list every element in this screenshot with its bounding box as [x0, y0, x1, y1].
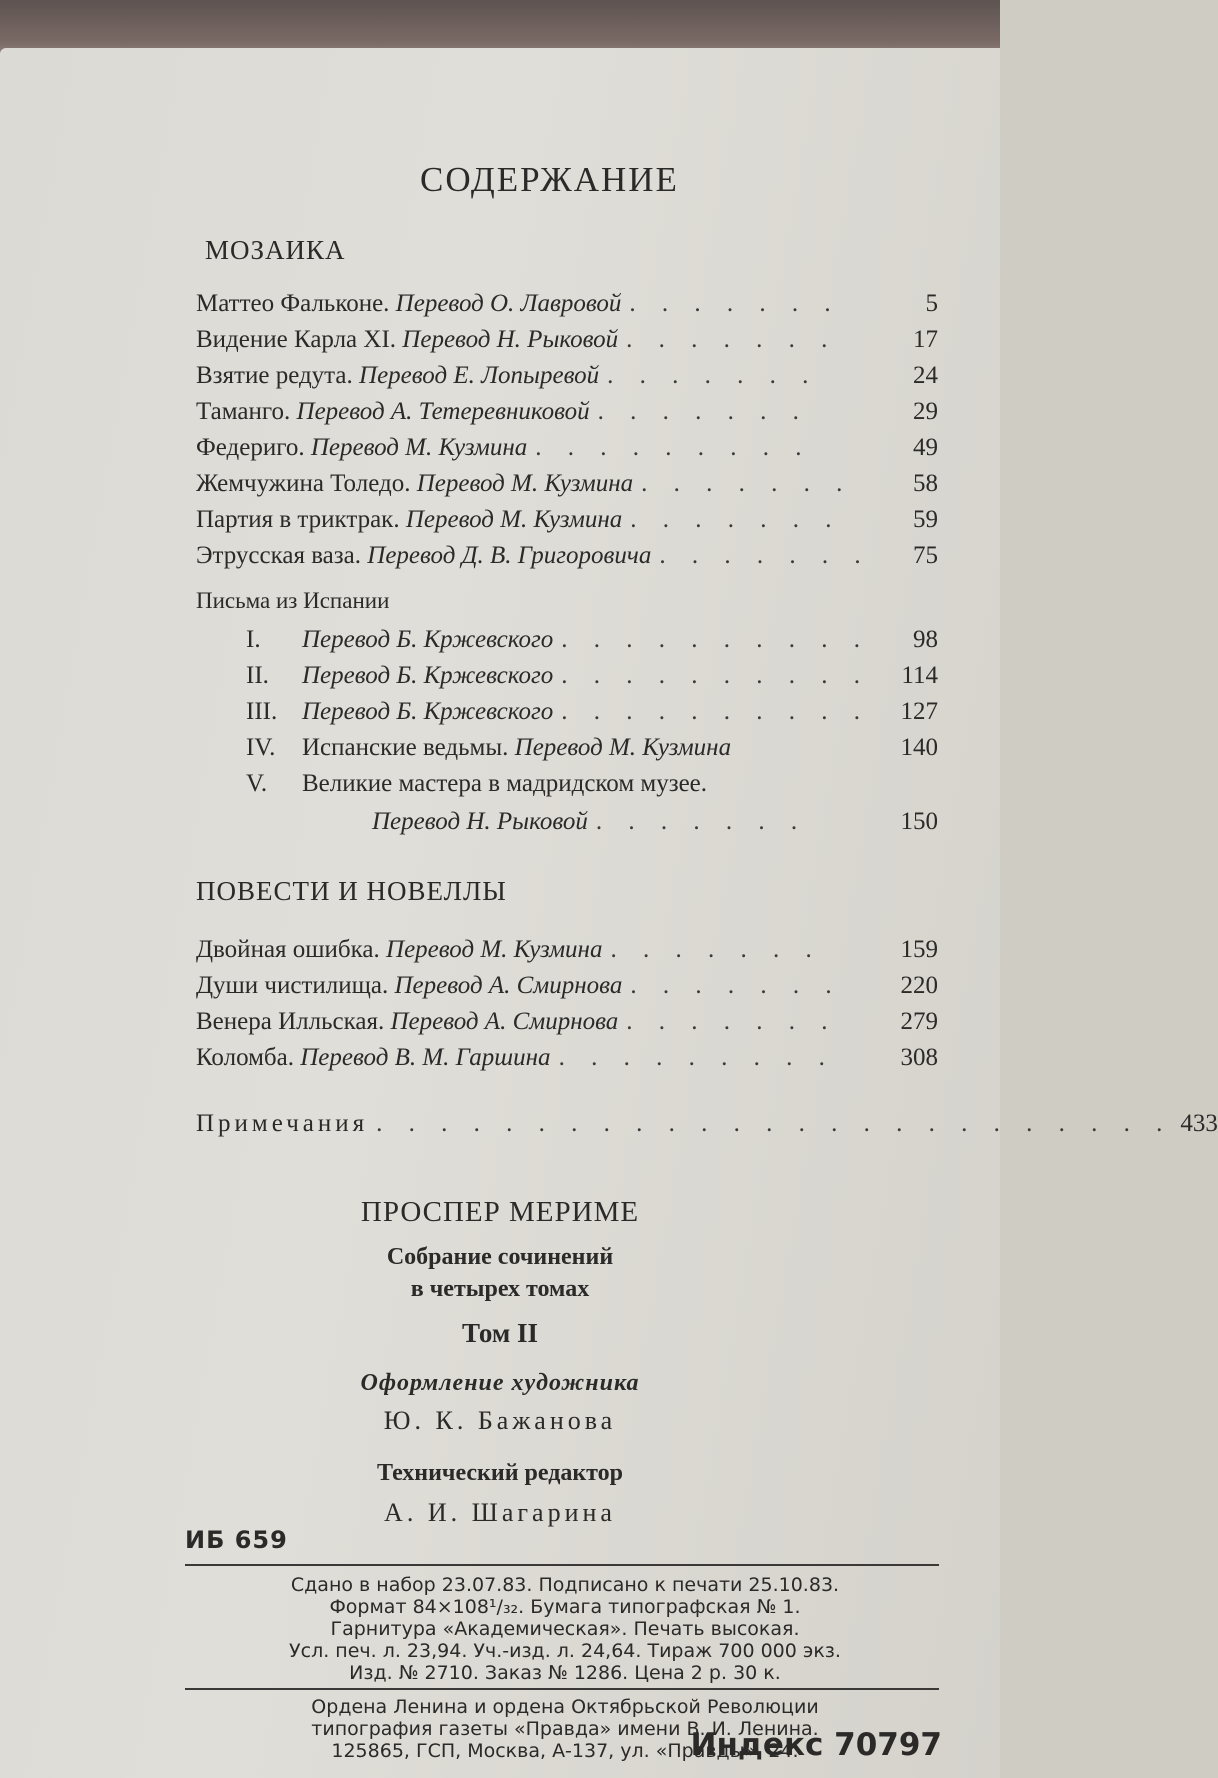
toc-entry	[246, 698, 938, 734]
dot-leader: . . . . . . . . . .	[561, 698, 870, 725]
tech-editor-name: А. И. Шагарина	[384, 1498, 616, 1527]
page-number: 58	[913, 470, 938, 497]
collection-line: Собрание сочинений	[386, 1244, 614, 1270]
toc-entry	[196, 542, 938, 578]
printer-line: типография газеты «Правда» имени В. И. Ленина.	[311, 1718, 819, 1740]
entry-translator: Перевод М. Кузмина	[405, 506, 623, 533]
entry-title: Коломба.	[196, 1044, 294, 1071]
page-number: 433	[1180, 1110, 1218, 1137]
toc-entry	[196, 470, 938, 506]
entry-translator: Перевод А. Смирнова	[390, 1008, 619, 1035]
entry-title: Федериго.	[196, 434, 305, 461]
entry-translator: Перевод А. Тетеревниковой	[296, 398, 590, 425]
entry-title: Партия в триктрак.	[196, 506, 400, 533]
design-label: Оформление художника	[360, 1370, 640, 1396]
entry-translator: Перевод М. Кузмина	[416, 470, 634, 497]
dot-leader: . . . . . . . . . . . . . . . . . . . . . . . . .	[376, 1110, 1173, 1137]
toc-entry	[246, 626, 938, 662]
dot-leader: . . . . . . .	[595, 808, 808, 835]
entry-translator: Перевод Б. Кржевского	[302, 662, 554, 689]
letters-heading: Письма из Испании	[196, 588, 390, 613]
page-number: 98	[913, 626, 938, 653]
entry-title: Двойная ошибка.	[196, 936, 380, 963]
entry-translator: Перевод О. Лавровой	[395, 290, 622, 317]
toc-entry-line	[246, 770, 707, 798]
toc-entry	[372, 808, 938, 844]
letter-number: II.	[246, 662, 269, 689]
design-name: Ю. К. Бажанова	[383, 1406, 617, 1435]
print-line: Гарнитура «Академическая». Печать высокая.	[330, 1618, 800, 1640]
toc-entry	[196, 290, 938, 326]
toc-entry	[196, 362, 938, 398]
page-number: 150	[900, 808, 938, 835]
entry-translator: Перевод А. Смирнова	[394, 972, 623, 999]
page-number: 127	[900, 698, 938, 725]
entry-title: Взятие редута.	[196, 362, 353, 389]
entry-title: Испанские ведьмы.	[302, 734, 509, 761]
page-number: 24	[913, 362, 938, 389]
printer-line: 125865, ГСП, Москва, А-137, ул. «Правды», 24.	[331, 1740, 799, 1762]
toc-entry	[246, 734, 938, 770]
toc-entry	[196, 1008, 938, 1044]
section-heading-povesti: ПОВЕСТИ И НОВЕЛЛЫ	[196, 876, 507, 906]
page-number: 140	[900, 734, 938, 761]
printer-line: Ордена Ленина и ордена Октябрьской Революции	[311, 1696, 819, 1718]
toc-entry	[196, 936, 938, 972]
entry-title: Таманго.	[196, 398, 291, 425]
entry-title: Венера Илльская.	[196, 1008, 385, 1035]
entry-translator: Перевод Б. Кржевского	[302, 626, 554, 653]
page-number: 59	[913, 506, 938, 533]
dot-leader: . . . . . . . . . .	[561, 626, 870, 653]
print-line: Формат 84×108¹/₃₂. Бумага типографская № 1.	[329, 1596, 801, 1618]
divider	[185, 1688, 939, 1690]
page-number: 17	[913, 326, 938, 353]
page-number: 220	[900, 972, 938, 999]
entry-title: Жемчужина Толедо.	[196, 470, 411, 497]
toc-entry	[196, 506, 938, 542]
dot-leader: . . . . . . .	[607, 362, 819, 389]
entry-title: Маттео Фальконе.	[196, 290, 390, 317]
dot-leader: . . . . . . . . .	[558, 1044, 835, 1071]
entry-translator: Перевод Д. В. Григоровича	[367, 542, 652, 569]
entry-title: Этрусская ваза.	[196, 542, 362, 569]
index-number: Индекс 70797	[690, 1727, 942, 1763]
letter-number: IV.	[246, 734, 276, 761]
dot-leader: . . . . . . . . .	[535, 434, 812, 461]
entry-title: Души чистилища.	[196, 972, 389, 999]
page-number: 114	[901, 662, 938, 689]
dot-leader: . . . . . . .	[626, 1008, 838, 1035]
dot-leader: . . . . . . .	[659, 542, 871, 569]
divider	[185, 1564, 939, 1566]
entry-title: Видение Карла XI.	[196, 326, 397, 353]
entry-translator: Перевод В. М. Гаршина	[300, 1044, 551, 1071]
ib-number: ИБ 659	[185, 1526, 288, 1554]
toc-entry	[196, 398, 938, 434]
print-line: Сдано в набор 23.07.83. Подписано к печати 25.10.83.	[290, 1574, 840, 1596]
entry-translator: Перевод Е. Лопыревой	[359, 362, 600, 389]
dot-leader: . . . . . . .	[630, 506, 842, 533]
dot-leader: . . . . . . .	[630, 972, 842, 999]
letter-number: I.	[246, 626, 261, 653]
author-name: ПРОСПЕР МЕРИМЕ	[360, 1196, 640, 1228]
entry-translator: Перевод М. Кузмина	[310, 434, 528, 461]
page-number: 279	[900, 1008, 938, 1035]
dot-leader: . . . . . . .	[610, 936, 822, 963]
print-line: Усл. печ. л. 23,94. Уч.-изд. л. 24,64. Тираж 700 000 экз.	[289, 1640, 841, 1662]
tech-editor-label: Технический редактор	[376, 1460, 623, 1486]
dot-leader: . . . . . . .	[629, 290, 841, 317]
page-number: 159	[900, 936, 938, 963]
toc-entry-notes	[196, 1110, 1218, 1146]
page-title: СОДЕРЖАНИЕ	[420, 160, 679, 199]
entry-translator: Перевод Н. Рыковой	[372, 808, 588, 835]
toc-entry	[196, 1044, 938, 1080]
section-heading-mozaika: МОЗАИКА	[205, 235, 346, 265]
toc-entry	[196, 434, 938, 470]
page-number: 308	[900, 1044, 938, 1071]
page-number: 75	[913, 542, 938, 569]
entry-title: Примечания	[196, 1110, 369, 1137]
collection-line: в четырех томах	[410, 1276, 590, 1302]
toc-entry	[196, 326, 938, 362]
toc-entry	[196, 972, 938, 1008]
dot-leader: . . . . . . . . . .	[561, 662, 870, 689]
page-number: 49	[913, 434, 938, 461]
volume-label: Том II	[462, 1318, 538, 1348]
dot-leader: . . . . . . .	[626, 326, 838, 353]
entry-translator: Перевод Н. Рыковой	[402, 326, 619, 353]
toc-entry	[246, 662, 938, 698]
entry-title: Великие мастера в мадридском музее.	[302, 770, 708, 797]
letter-number: III.	[246, 698, 278, 725]
print-line: Изд. № 2710. Заказ № 1286. Цена 2 р. 30 к.	[349, 1662, 781, 1684]
entry-translator: Перевод М. Кузмина	[514, 734, 732, 761]
entry-translator: Перевод М. Кузмина	[386, 936, 603, 963]
entry-translator: Перевод Б. Кржевского	[302, 698, 554, 725]
page-number: 29	[913, 398, 938, 425]
dot-leader: . . . . . . .	[641, 470, 853, 497]
page-number: 5	[925, 290, 938, 317]
print-details	[190, 1574, 940, 1684]
dot-leader: . . . . . . .	[597, 398, 809, 425]
letter-number: V.	[246, 770, 268, 797]
